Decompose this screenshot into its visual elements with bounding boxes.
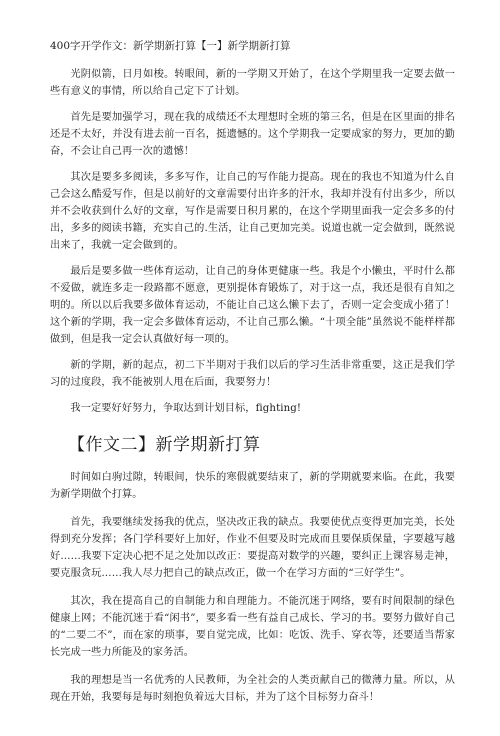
essay-one xyxy=(50,66,455,417)
paragraph: 其次是要多多阅读，多多写作，让自己的写作能力提高。现在的我也不知道为什么自己会这么酷爱写作，但是以前好的文章需要付出许多的汗水，我却并没有付出多少，所以并不会收获到什么好的文章，写作是需要日积月累的，在这个学期里面我一定会多多的付出，多多的阅读书籍，充实自己的.生活，让自己更加完美。说道也就一定会做到，既然说出来了，我就一定会做到的。 xyxy=(50,172,455,251)
paragraph: 最后是要多做一些体育运动，让自己的身体更健康一些。我是个小懒虫，平时什么都不爱做，就连多走一段路都不愿意，更别提体育锻炼了，对于这一点，我还是很有自知之明的。所以以后我要多做体育运动，不能让自己这么懒下去了，否则一定会变成小猪了！这个新的学期，我一定会多做体育运动，不让自己那么懒。“十项全能”虽然说不能样样都做到，但是我一定会认真做好每一项的。 xyxy=(50,266,455,345)
document-title: 400字开学作文：新学期新打算【一】新学期新打算 xyxy=(50,40,291,52)
paragraph: 时间如白驹过隙，转眼间，快乐的寒假就要结束了，新的学期就要来临。在此，我要为新学期做个打算。 xyxy=(50,472,455,500)
paragraph: 新的学期，新的起点，初二下半期对于我们以后的学习生活非常重要，这正是我们学习的过度段，我不能被别人甩在后面，我要努力！ xyxy=(50,360,455,388)
essay-two xyxy=(50,469,455,706)
paragraph: 我的理想是当一名优秀的人民教师，为全社会的人类贡献自己的微薄力量。所以，从现在开始，我要每是每时刻抱负着远大目标，并为了这个目标努力奋斗！ xyxy=(50,675,455,703)
paragraph: 我一定要好好努力，争取达到计划目标，fighting! xyxy=(70,403,302,414)
paragraph: 其次，我在提高自己的自制能力和自理能力。不能沉迷于网络，要有时间限制的绿色健康上网；不能沉迷于看“闲书”，要多看一些有益自己成长、学习的书。要努力做好自己的“二要二不”，而在家的琐事，要自觉完成，比如：吃饭、洗手、穿衣等，还要适当帮家长完成一些力所能及的家务活。 xyxy=(50,596,455,658)
paragraph: 首先，我要继续发扬我的优点，坚决改正我的缺点。我要使优点变得更加完美，长处得到充分发挥；各门学科要好上加好，作业不但要及时完成而且要保质保量，字要越写越好……我要下定决心把不足之处加以改正：要提高对数学的兴趣，要纠正上课容易走神，要克服贪玩……我人尽力把自己的缺点改正，做一个在学习方面的“三好学生”。 xyxy=(50,517,455,579)
paragraph: 光阴似箭，日月如梭。转眼间，新的一学期又开始了，在这个学期里我一定要去做一些有意义的事情，所以给自己定下了计划。 xyxy=(50,69,455,97)
paragraph: 首先是要加强学习，现在我的成绩还不太理想时全班的第三名，但是在区里面的排名还是不太好，并没有进去前一百名，挺遗憾的。这个学期我一定要成家的努力，更加的勤奋，不会让自己再一次的遗憾！ xyxy=(50,112,455,157)
section-heading: 【作文二】新学期新打算 xyxy=(68,435,261,455)
